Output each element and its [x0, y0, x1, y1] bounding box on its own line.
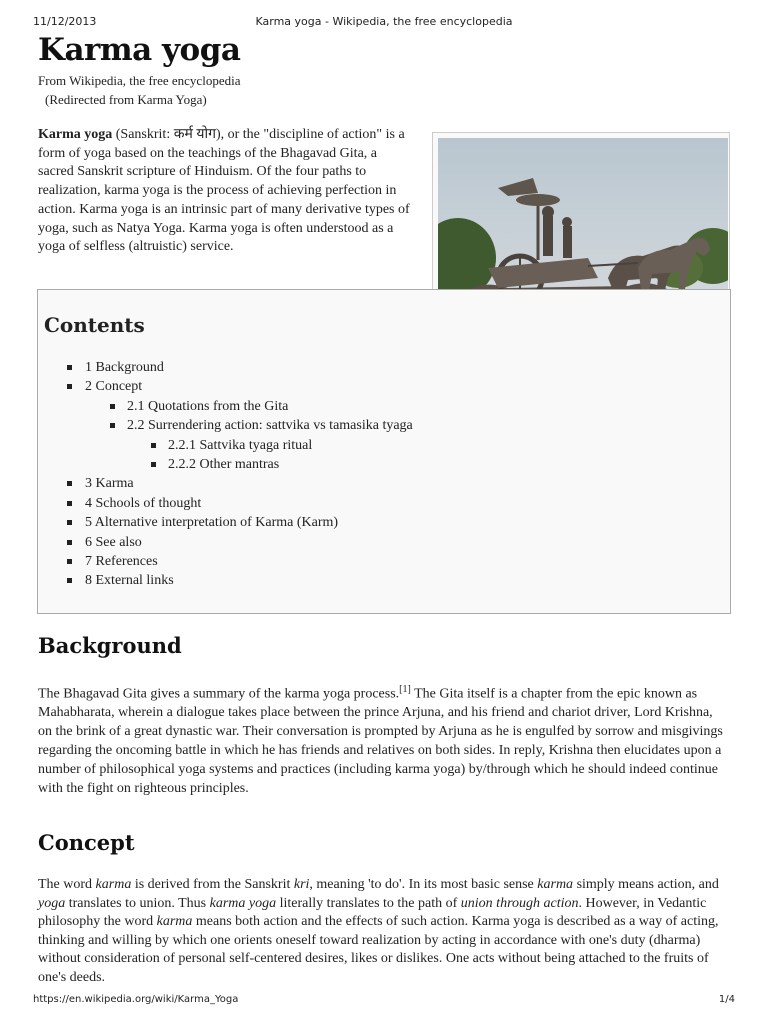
- lead-text: (Sanskrit: कर्म योग), or the "discipline of action" is a form of yoga based on the teachings of the Bhagavad Gita, a sacred Sanskrit scripture of Hinduism. Of the four paths to realization, karma yoga is the process of achieving perfection in action. Karma yoga is an intrinsic part of many derivative types of yoga, such as Natya Yoga. Karma yoga is often understood as a yoga of selfless (altruistic) service.: [38, 127, 410, 255]
- background-text-b: The Gita itself is a chapter from the epic known as Mahabharata, wherein a dialogue takes place between the prince Arjuna, and his friend and chariot driver, Lord Krishna, on the brink of a great dynastic war. Their conversation is prompted by Arjuna as he is engulfed by sorrow and misgivings regarding the oncoming battle in which he has friends and relatives on both sides. In reply, Krishna then elucidates upon a number of philosophical yoga systems and practices (including karma yoga) by/through which he should indeed continue with the fight on righteous principles.: [38, 686, 723, 796]
- bullet-icon: [67, 365, 72, 370]
- concept-paragraph: [38, 876, 732, 988]
- bullet-icon: [67, 520, 72, 525]
- table-of-contents: [37, 289, 731, 614]
- toc-item-label[interactable]: 5 Alternative interpretation of Karma (Karm): [85, 515, 339, 531]
- redirect-note: (Redirected from Karma Yoga): [45, 92, 207, 107]
- bullet-icon: [67, 559, 72, 564]
- concept-term: yoga: [38, 895, 66, 911]
- bullet-icon: [151, 443, 156, 448]
- print-url: https://en.wikipedia.org/wiki/Karma_Yoga: [33, 994, 239, 1005]
- print-date: 11/12/2013: [33, 15, 97, 28]
- toc-item-label[interactable]: 1 Background: [85, 360, 164, 375]
- print-page-title: Karma yoga - Wikipedia, the free encyclopedia: [255, 15, 513, 28]
- concept-text: . However, in Vedantic philosophy the word: [38, 895, 707, 930]
- bullet-icon: [67, 540, 72, 545]
- concept-term: union through action: [460, 895, 579, 911]
- background-text-a: The Bhagavad Gita gives a summary of the karma yoga process.: [38, 686, 400, 702]
- section-heading-background: Background: [38, 633, 182, 658]
- toc-item-label[interactable]: 2.2.1 Sattvika tyaga ritual: [168, 437, 313, 453]
- background-paragraph: [38, 681, 730, 798]
- lead-paragraph: [38, 126, 416, 257]
- toc-item-label[interactable]: 8 External links: [85, 573, 174, 589]
- bullet-icon: [151, 462, 156, 467]
- bullet-icon: [67, 578, 72, 583]
- concept-text: simply means action, and: [573, 877, 719, 892]
- concept-term: karma yoga: [209, 895, 277, 911]
- concept-text: literally translates to the path of: [276, 895, 461, 911]
- concept-text: translates to union. Thus: [65, 895, 210, 911]
- concept-text: means both action and the effects of such action. Karma yoga is described as a way of acting, thinking and willing by which one orients oneself toward realization by acting in accordance with one's duty (dharma) without consideration of personal self-centered desires, likes or dislikes. One acts without being attached to the fruits of one's deeds.: [38, 914, 719, 985]
- bullet-icon: [110, 404, 115, 409]
- toc-item-label[interactable]: 3 Karma: [85, 476, 134, 492]
- concept-text: , meaning 'to do'. In its most basic sense: [309, 877, 538, 892]
- bullet-icon: [67, 384, 72, 389]
- section-heading-concept: Concept: [38, 830, 135, 855]
- citation-link[interactable]: [1]: [399, 684, 411, 695]
- toc-item-label[interactable]: 7 References: [85, 553, 158, 569]
- concept-term: kri: [293, 877, 310, 892]
- tagline: From Wikipedia, the free encyclopedia: [38, 73, 241, 88]
- page-title: Karma yoga: [38, 32, 241, 68]
- concept-term: karma: [95, 877, 132, 892]
- concept-term: karma: [537, 877, 574, 892]
- lead-bold-term: Karma yoga: [38, 127, 113, 142]
- concept-text: is derived from the Sanskrit: [131, 877, 294, 892]
- print-page-number: 1/4: [718, 994, 735, 1005]
- bullet-icon: [110, 423, 115, 428]
- bullet-icon: [67, 481, 72, 486]
- toc-item-label[interactable]: 2 Concept: [85, 379, 143, 395]
- toc-item-label[interactable]: 2.2 Surrendering action: sattvika vs tamasika tyaga: [127, 418, 413, 434]
- toc-heading: Contents: [44, 313, 145, 337]
- bullet-icon: [67, 501, 72, 506]
- toc-item-label[interactable]: 6 See also: [85, 534, 142, 550]
- concept-term: karma: [156, 914, 193, 930]
- concept-text: The word: [38, 877, 96, 892]
- toc-item-label[interactable]: 4 Schools of thought: [85, 495, 202, 511]
- toc-item-label[interactable]: 2.1 Quotations from the Gita: [127, 398, 289, 414]
- toc-item-label[interactable]: 2.2.2 Other mantras: [168, 456, 280, 472]
